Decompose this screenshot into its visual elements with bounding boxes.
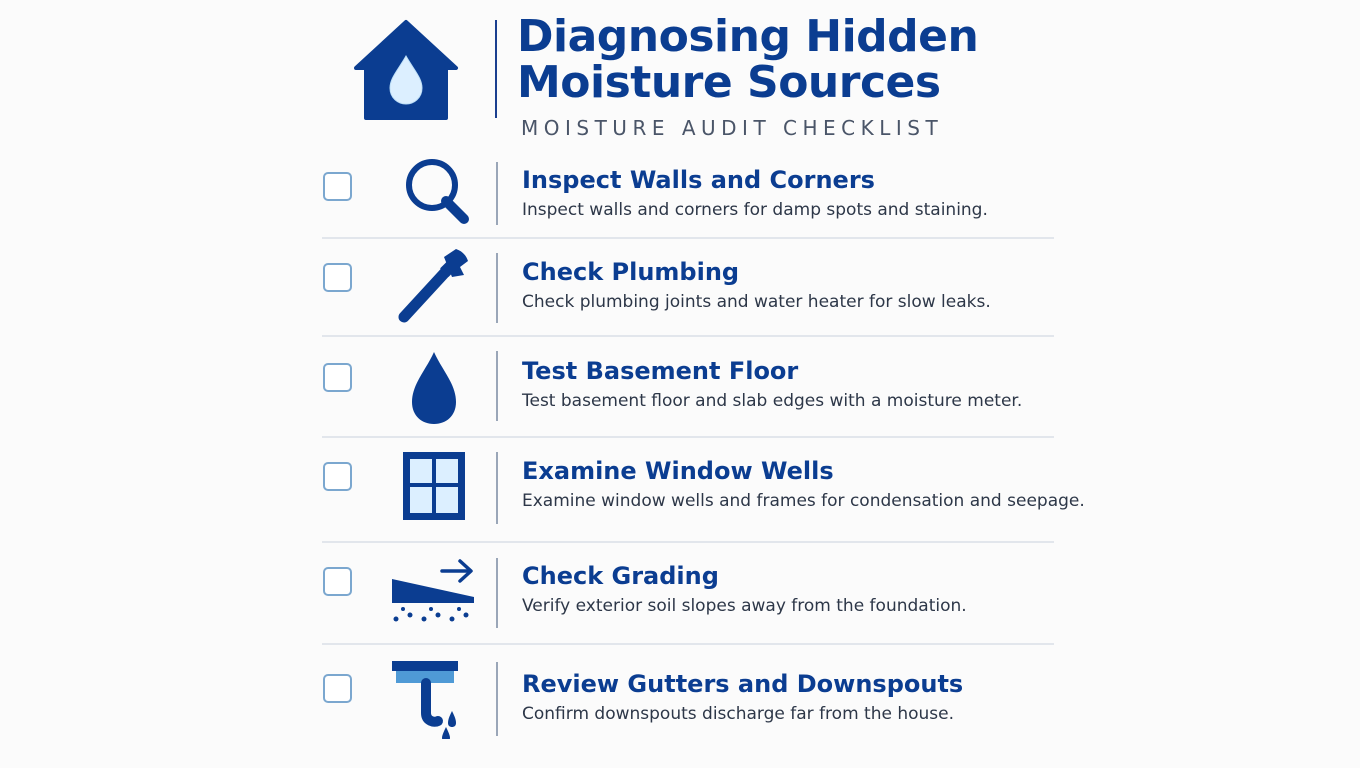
title-line-2: Moisture Sources [517,57,941,108]
item-description: Examine window wells and frames for condensation and seepage. [522,491,1085,511]
checklist-item-window [322,438,1085,543]
row-divider [496,662,498,736]
item-text [522,165,1054,221]
item-description: Confirm downspouts discharge far from the house. [522,704,955,724]
item-description: Verify exterior soil slopes away from the foundation. [522,596,967,616]
checkbox-basement[interactable] [323,363,352,392]
checkbox-window[interactable] [323,462,352,491]
window-icon [390,450,480,530]
row-divider [496,452,498,524]
item-text [522,669,1054,725]
page-subtitle: MOISTURE AUDIT CHECKLIST [521,116,944,140]
row-divider [496,558,498,628]
item-text [522,561,1054,617]
checklist-item-basement [322,337,1054,438]
item-title: Check Plumbing [522,258,740,286]
item-title: Check Grading [522,562,719,590]
item-title: Review Gutters and Downspouts [522,670,964,698]
item-description: Check plumbing joints and water heater for slow leaks. [522,292,991,312]
item-title: Examine Window Wells [522,457,834,485]
wrench-icon [390,247,480,327]
checkbox-grading[interactable] [323,567,352,596]
checklist-item-plumbing [322,239,1054,337]
header-divider [495,20,497,118]
row-divider [496,162,498,225]
page-title [517,11,979,108]
checkbox-walls[interactable] [323,172,352,201]
item-text [522,356,1054,412]
checklist-item-gutters [322,645,1054,755]
checkbox-gutters[interactable] [323,674,352,703]
magnifier-icon [390,157,480,237]
checklist-item-walls [322,155,1054,239]
house-water-drop-icon [352,18,460,122]
row-divider [496,351,498,421]
item-description: Test basement floor and slab edges with a moisture meter. [522,391,1023,411]
item-text [522,456,1085,512]
title-line-1: Diagnosing Hidden [517,11,979,62]
grading-slope-icon [390,555,480,635]
row-divider [496,253,498,323]
checklist-item-grading [322,543,1054,645]
water-drop-icon [390,348,480,428]
checklist [322,155,1085,755]
item-title: Test Basement Floor [522,357,799,385]
item-text [522,257,1054,313]
item-title: Inspect Walls and Corners [522,166,875,194]
gutter-downspout-icon [390,659,480,739]
item-description: Inspect walls and corners for damp spots and staining. [522,200,988,220]
checkbox-plumbing[interactable] [323,263,352,292]
header [0,0,1360,150]
